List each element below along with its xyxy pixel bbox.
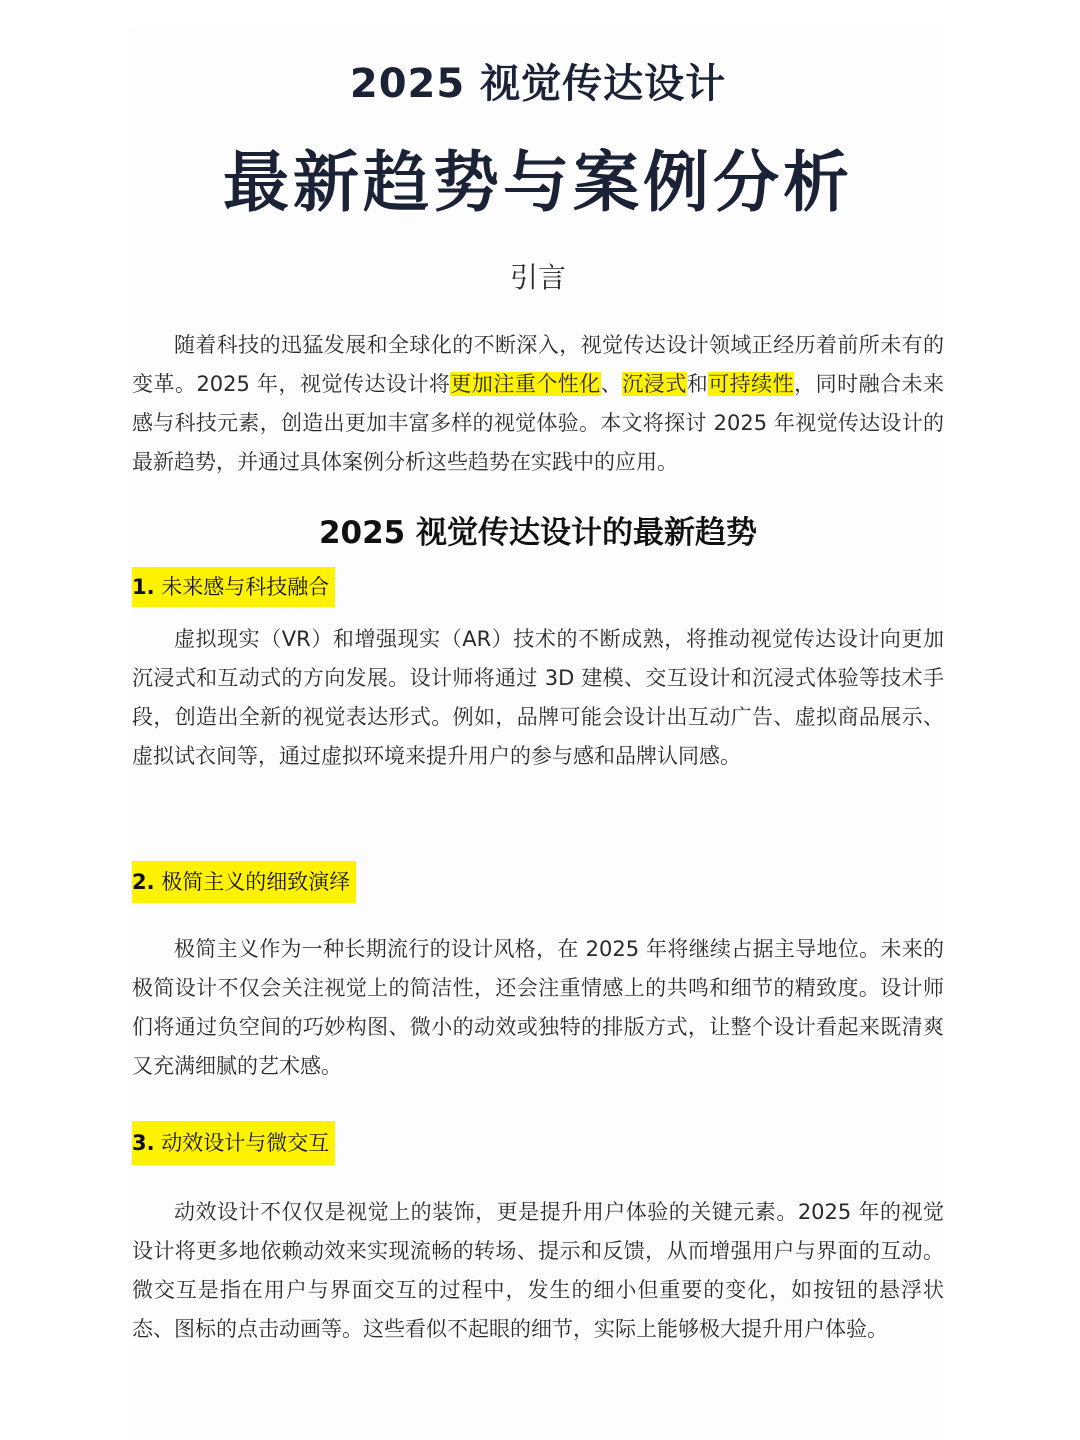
intro-text-1: 随着科技的迅猛发展和全球化的不断深入，视觉传达设计领域正经历着前所未有的变革。2025 年，视觉传达设计将 (132, 333, 944, 396)
section-2-body: 极简主义作为一种长期流行的设计风格，在 2025 年将继续占据主导地位。未来的极简设计不仅会关注视觉上的简洁性，还会注重情感上的共鸣和细节的精致度。设计师们将通过负空间的巧妙构图、微小的动效或独特的排版方式，让整个设计看起来既清爽又充满细腻的艺术感。 (132, 937, 944, 1078)
section-2-title: 极简主义的细致演绎 (161, 870, 351, 894)
intro-highlight-immersive: 沉浸式 (622, 372, 687, 396)
intro-paragraph (132, 326, 944, 482)
document-title-top: 2025 视觉传达设计 (349, 61, 727, 107)
intro-sep-1: 、 (600, 372, 623, 396)
section-3-title: 动效设计与微交互 (161, 1131, 330, 1155)
section-3-body: 动效设计不仅仅是视觉上的装饰，更是提升用户体验的关键元素。2025 年的视觉设计将更多地依赖动效来实现流畅的转场、提示和反馈，从而增强用户与界面的互动。微交互是指在用户与界面交互的过程中，发生的细小但重要的变化，如按钮的悬浮状态、图标的点击动画等。这些看似不起眼的细节，实际上能够极大提升用户体验。 (132, 1200, 944, 1341)
section-2-heading (132, 861, 356, 903)
intro-sep-2: 和 (686, 372, 709, 396)
section-3-heading (132, 1121, 335, 1165)
section-1-title: 未来感与科技融合 (161, 575, 330, 599)
section-2-number: 2. (132, 870, 155, 894)
intro-highlight-sustainability: 可持续性 (708, 372, 795, 396)
section-1-body: 虚拟现实（VR）和增强现实（AR）技术的不断成熟，将推动视觉传达设计向更加沉浸式和互动式的方向发展。设计师将通过 3D 建模、交互设计和沉浸式体验等技术手段，创造出全新的视觉表达形式。例如，品牌可能会设计出互动广告、虚拟商品展示、虚拟试衣间等，通过虚拟环境来提升用户的参与感和品牌认同感。 (132, 627, 944, 768)
intro-heading: 引言 (509, 261, 566, 294)
intro-text-2: ，同时融合未来感与科技元素，创造出更加丰富多样的视觉体验。本文将探讨 2025 年视觉传达设计的最新趋势，并通过具体案例分析这些趋势在实践中的应用。 (132, 372, 945, 474)
document-page (132, 28, 944, 1440)
section-1-number: 1. (132, 575, 155, 599)
document-title-main: 最新趋势与案例分析 (223, 144, 853, 221)
intro-highlight-personalization: 更加注重个性化 (450, 372, 601, 396)
section-1-heading (132, 567, 335, 607)
section-3-number: 3. (132, 1131, 155, 1155)
trends-heading: 2025 视觉传达设计的最新趋势 (318, 515, 758, 551)
